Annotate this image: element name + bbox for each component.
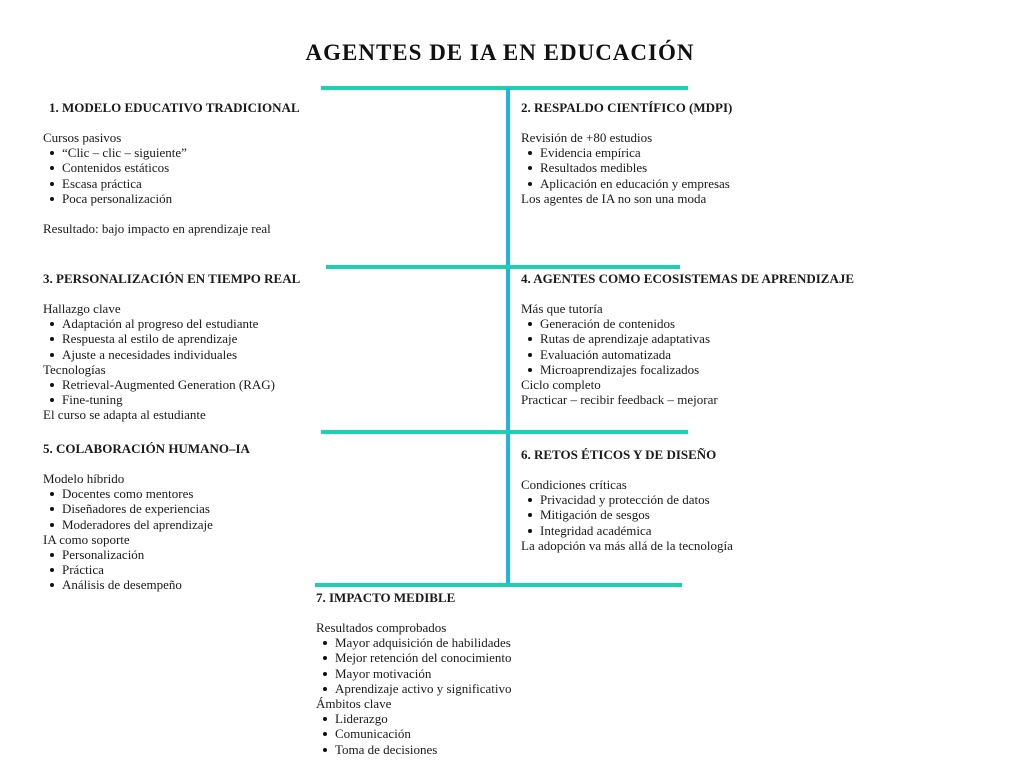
section-heading: 4. AGENTES COMO ECOSISTEMAS DE APRENDIZAJE <box>521 271 855 286</box>
bullet-list <box>43 486 333 532</box>
section-closing: La adopción va más allá de la tecnología <box>521 537 733 553</box>
list-item: Liderazgo <box>316 711 676 726</box>
section-heading: 3. PERSONALIZACIÓN EN TIEMPO REAL <box>43 271 301 286</box>
section-heading: 2. RESPALDO CIENTÍFICO (MDPI) <box>521 100 733 115</box>
section-intro: Hallazgo clave <box>43 301 121 316</box>
list-item: Análisis de desempeño <box>43 577 333 592</box>
list-item: Integridad académica <box>521 523 901 538</box>
section-respaldo-cientifico <box>521 100 901 206</box>
list-item: Fine-tuning <box>43 392 343 407</box>
section-intro: Condiciones críticas <box>521 477 627 492</box>
list-item: Escasa práctica <box>43 176 333 191</box>
section-closing: Los agentes de IA no son una moda <box>521 190 707 206</box>
divider-row-3 <box>321 430 688 434</box>
list-item: Comunicación <box>316 726 676 741</box>
list-item: Aplicación en educación y empresas <box>521 176 901 191</box>
bullet-list <box>43 547 333 593</box>
bullet-list <box>521 316 921 377</box>
center-spine <box>506 88 510 585</box>
list-item: Personalización <box>43 547 333 562</box>
list-item: Retrieval-Augmented Generation (RAG) <box>43 377 343 392</box>
list-item: Privacidad y protección de datos <box>521 492 901 507</box>
section-ecosistemas <box>521 271 921 407</box>
list-item: Aprendizaje activo y significativo <box>316 681 676 696</box>
section-subheading: IA como soporte <box>43 531 130 547</box>
section-impacto-medible <box>316 590 676 757</box>
section-subheading: Tecnologías <box>43 361 106 377</box>
list-item: Mitigación de sesgos <box>521 507 901 522</box>
section-heading: 1. MODELO EDUCATIVO TRADICIONAL <box>49 100 300 115</box>
section-result: Resultado: bajo impacto en aprendizaje real <box>43 221 271 237</box>
section-intro: Cursos pasivos <box>43 130 122 145</box>
section-heading: 7. IMPACTO MEDIBLE <box>316 590 456 605</box>
list-item: Rutas de aprendizaje adaptativas <box>521 331 921 346</box>
section-closing: Practicar – recibir feedback – mejorar <box>521 392 718 408</box>
bullet-list <box>521 492 901 538</box>
section-personalizacion <box>43 271 343 423</box>
section-subheading: Ámbitos clave <box>316 696 392 712</box>
section-modelo-tradicional <box>43 100 333 236</box>
page-title: AGENTES DE IA EN EDUCACIÓN <box>305 40 695 65</box>
bullet-list <box>43 377 343 407</box>
list-item: Mayor motivación <box>316 666 676 681</box>
list-item: Docentes como mentores <box>43 486 333 501</box>
bullet-list <box>521 145 901 191</box>
section-intro: Modelo híbrido <box>43 471 125 486</box>
section-colaboracion <box>43 441 333 593</box>
section-intro: Más que tutoría <box>521 301 603 316</box>
section-intro: Resultados comprobados <box>316 620 447 635</box>
list-item: Evaluación automatizada <box>521 347 921 362</box>
list-item: Respuesta al estilo de aprendizaje <box>43 331 343 346</box>
section-closing: El curso se adapta al estudiante <box>43 407 206 423</box>
list-item: Microaprendizajes focalizados <box>521 362 921 377</box>
bullet-list <box>316 711 676 757</box>
list-item: Resultados medibles <box>521 160 901 175</box>
list-item: Contenidos estáticos <box>43 160 333 175</box>
list-item: “Clic – clic – siguiente” <box>43 145 333 160</box>
section-subheading: Ciclo completo <box>521 377 601 393</box>
section-heading: 6. RETOS ÉTICOS Y DE DISEÑO <box>521 447 717 462</box>
list-item: Moderadores del aprendizaje <box>43 517 333 532</box>
list-item: Diseñadores de experiencias <box>43 501 333 516</box>
list-item: Práctica <box>43 562 333 577</box>
section-heading: 5. COLABORACIÓN HUMANO–IA <box>43 441 250 456</box>
divider-bottom <box>315 583 682 587</box>
bullet-list <box>316 635 676 696</box>
list-item: Poca personalización <box>43 191 333 206</box>
list-item: Toma de decisiones <box>316 742 676 757</box>
bullet-list <box>43 145 333 206</box>
list-item: Evidencia empírica <box>521 145 901 160</box>
list-item: Ajuste a necesidades individuales <box>43 347 343 362</box>
section-intro: Revisión de +80 estudios <box>521 130 653 145</box>
section-retos-eticos <box>521 447 901 553</box>
list-item: Mejor retención del conocimiento <box>316 650 676 665</box>
divider-row-2 <box>326 265 680 269</box>
list-item: Generación de contenidos <box>521 316 921 331</box>
list-item: Mayor adquisición de habilidades <box>316 635 676 650</box>
bullet-list <box>43 316 343 362</box>
list-item: Adaptación al progreso del estudiante <box>43 316 343 331</box>
divider-top <box>321 86 688 90</box>
